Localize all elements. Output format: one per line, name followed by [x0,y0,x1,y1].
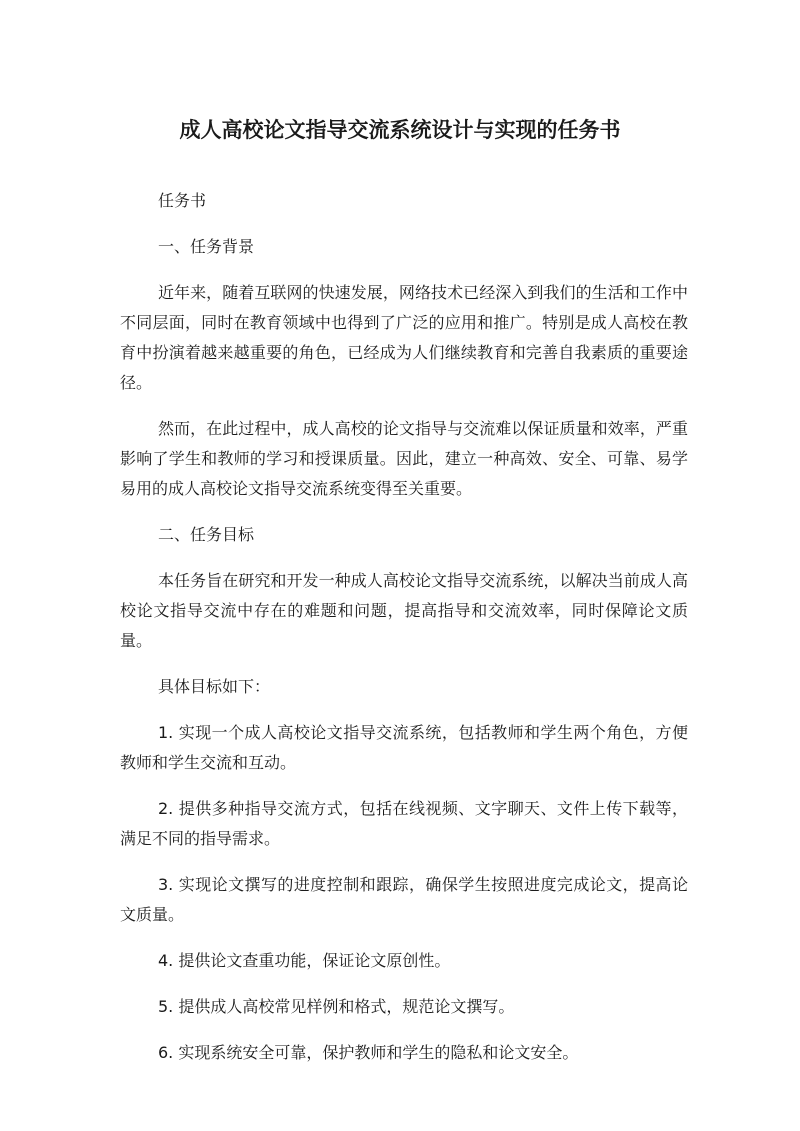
document-title: 成人高校论文指导交流系统设计与实现的任务书 [179,118,621,142]
paragraph-goals-intro: 本任务旨在研究和开发一种成人高校论文指导交流系统，以解决当前成人高校论文指导交流中存在的难题和问题，提高指导和交流效率，同时保障论文质量。 [120,571,688,650]
document-body [120,186,688,1084]
section-label-task-book: 任务书 [158,191,207,210]
list-item-goal-4: 4. 提供论文查重功能，保证论文原创性。 [158,951,451,970]
paragraph-goals-lead: 具体目标如下： [158,677,271,696]
section-heading-background: 一、任务背景 [158,237,255,256]
list-item-goal-3: 3. 实现论文撰写的进度控制和跟踪，确保学生按照进度完成论文，提高论文质量。 [120,875,688,924]
list-item-goal-6: 6. 实现系统安全可靠，保护教师和学生的隐私和论文安全。 [158,1043,579,1062]
section-heading-goals: 二、任务目标 [158,525,255,544]
paragraph-background-2: 然而，在此过程中，成人高校的论文指导与交流难以保证质量和效率，严重影响了学生和教师的学习和授课质量。因此，建立一种高效、安全、可靠、易学易用的成人高校论文指导交流系统变得至关重要。 [120,419,688,498]
paragraph-background-1: 近年来，随着互联网的快速发展，网络技术已经深入到我们的生活和工作中不同层面，同时在教育领域中也得到了广泛的应用和推广。特别是成人高校在教育中扮演着越来越重要的角色，已经成为人们继续教育和完善自我素质的重要途径。 [120,283,688,392]
list-item-goal-1: 1. 实现一个成人高校论文指导交流系统，包括教师和学生两个角色，方便教师和学生交流和互动。 [120,723,688,772]
list-item-goal-2: 2. 提供多种指导交流方式，包括在线视频、文字聊天、文件上传下载等，满足不同的指导需求。 [120,799,688,848]
list-item-goal-5: 5. 提供成人高校常见样例和格式，规范论文撰写。 [158,997,515,1016]
